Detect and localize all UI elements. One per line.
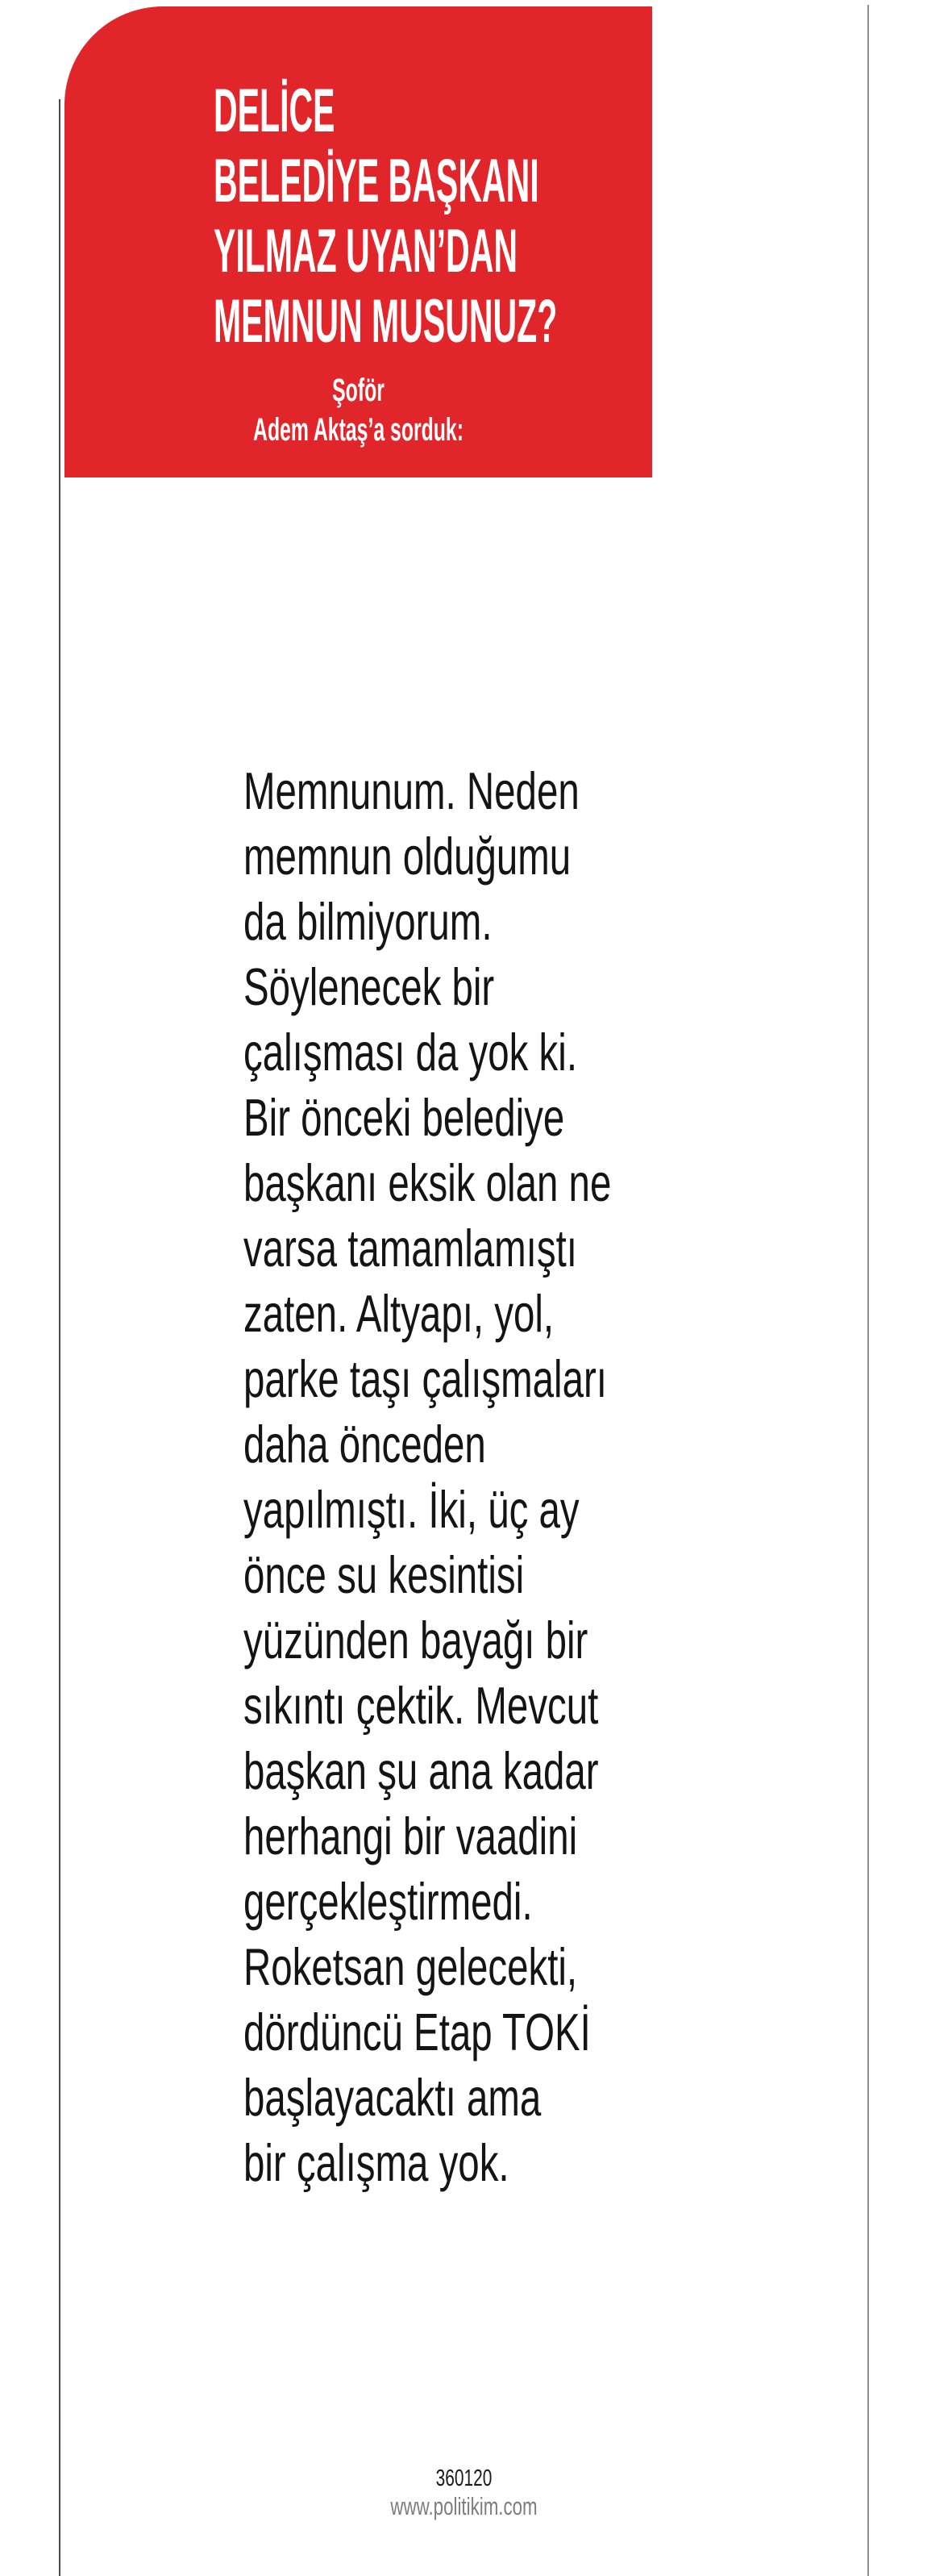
- quote-line: memnun olduğumu: [243, 827, 572, 886]
- quote-line: başkanı eksik olan ne: [243, 1153, 612, 1212]
- quote-line: önce su kesintisi: [243, 1545, 525, 1604]
- headline-line: MEMNUN MUSUNUZ?: [214, 287, 558, 356]
- quote-line: başlayacaktı ama: [243, 2068, 542, 2127]
- quote-line: sıkıntı çektik. Mevcut: [243, 1676, 599, 1735]
- quote-line: Roketsan gelecekti,: [243, 1937, 578, 1996]
- quote-line: dördüncü Etap TOKİ: [243, 2003, 591, 2061]
- quote-line: zaten. Altyapı, yol,: [243, 1284, 555, 1343]
- quote-line: başkan şu ana kadar: [243, 1741, 599, 1800]
- quote-line: Memnunum. Neden: [243, 761, 580, 820]
- subhead-line: Adem Aktaş’a sorduk:: [253, 412, 464, 448]
- footer: [60, 2465, 868, 2521]
- footer-code: 360120: [435, 2466, 493, 2491]
- quote-line: da bilmiyorum.: [243, 892, 493, 951]
- quote-line: herhangi bir vaadini: [243, 1807, 578, 1865]
- subhead: [64, 371, 652, 450]
- quote-line: bir çalışma yok.: [243, 2133, 509, 2192]
- quote-line: Bir önceki belediye: [243, 1088, 565, 1147]
- headline-line: DELİCE: [214, 77, 335, 145]
- headline-line: YILMAZ UYAN’DAN: [214, 217, 518, 286]
- quote-line: çalışması da yok ki.: [243, 1023, 578, 1082]
- left-rule: [59, 99, 60, 2576]
- headline-line: BELEDİYE BAŞKANI: [214, 147, 539, 215]
- headline: [214, 76, 850, 356]
- subhead-line: Şoför: [332, 373, 385, 408]
- right-rule: [867, 5, 869, 2576]
- quote-line: gerçekleştirmedi.: [243, 1872, 533, 1931]
- quote-line: daha önceden: [243, 1415, 486, 1473]
- quote-paragraph: [243, 758, 747, 2195]
- quote-line: yapılmıştı. İki, üç ay: [243, 1480, 580, 1539]
- quote-line: Söylenecek bir: [243, 957, 495, 1016]
- footer-website: www.politikim.com: [390, 2492, 538, 2520]
- quote-line: varsa tamamlamıştı: [243, 1219, 577, 1278]
- quote-line: parke taşı çalışmaları: [243, 1349, 607, 1408]
- quote-line: yüzünden bayağı bir: [243, 1611, 588, 1669]
- header-card: [64, 6, 652, 477]
